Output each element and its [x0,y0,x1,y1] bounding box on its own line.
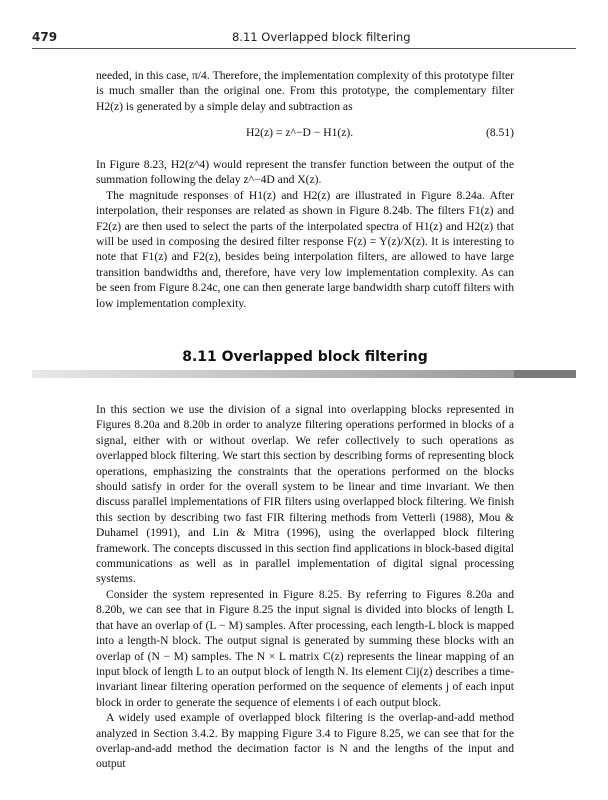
page-header [32,30,576,46]
equation-body: H2(z) = z^−D − H1(z). [246,126,354,139]
section-bar [32,370,514,378]
section-body [96,402,514,772]
running-title: 8.11 Overlapped block filtering [232,30,411,44]
equation-number: (8.51) [485,126,514,139]
page-number: 479 [32,30,58,44]
top-text-block [96,68,514,114]
header-rule [32,48,576,49]
paragraph-continuation: needed, in this case, π/4. Therefore, the implementation complexity of this prototype filter is much smaller than the original one. From this prototype, the complementary filter H2(z) is generated by a simple delay and subtraction as [96,69,514,113]
paragraph-overlap-add: A widely used example of overlapped block filtering is the overlap-and-add method analyzed in Section 3.4.2. By mapping Figure 3.4 to Figure 8.25, we can see that for the overlap-and-add method the decimation factor is N and the lengths of the input and output [96,711,514,771]
section-bar-accent [514,370,576,378]
paragraph-system-8-25: Consider the system represented in Figure 8.25. By referring to Figures 8.20a and 8.20b, we can see that in Figure 8.25 the input signal is divided into blocks of length L that have an overlap of (L − M) samples. After processing, each length-L block is mapped into a length-N block. The output signal is generated by summing these blocks with an overlap of (N − M) samples. The N × L matrix C(z) represents the linear mapping of an input block of length L to an output block of length N. Its element Cij(z) describes a time-invariant linear filtering operation performed on the sequence of elements j of each input block in order to generate the sequence of elements i of each output block. [96,587,514,709]
paragraph-intro: In this section we use the division of a signal into overlapping blocks represented in Figures 8.20a and 8.20b in order to analyze filtering operations performed in blocks of a signal, either with or without overlap. We refer collectively to such operations as overlapped block filtering. We start this section by describing forms of representing block operations, emphasizing the constraints that the operations performed on the blocks should satisfy in order for the overall system to be linear and time invariant. We then discuss parallel implementations of FIR filters using overlapped block filtering. We finish this section by describing two fast FIR filtering methods from Vetterli (1988), Mou & Duhamel (1991), and Lin & Mitra (1996), using the overlapped block filtering framework. The concepts discussed in this section find applications in block-based digital communications as well as in parallel implementation of digital signal processing systems. [96,403,514,586]
top-text-block-2 [96,157,514,311]
section-heading: 8.11 Overlapped block filtering [182,349,428,365]
equation-8-51 [96,126,514,144]
paragraph-magnitude-responses: The magnitude responses of H1(z) and H2(z) are illustrated in Figure 8.24a. After interpolation, their responses are related as shown in Figure 8.24b. The filters F1(z) and F2(z) are then used to select the parts of the interpolated spectra of H1(z) and H2(z) that will be used in composing the desired filter response F(z) = Y(z)/X(z). It is interesting to note that F1(z) and F2(z), besides being interpolation filters, are allowed to have large transition bandwidths and, therefore, have very low implementation complexity. As can be seen from Figure 8.24c, one can then generate large bandwidth sharp cutoff filters with low implementation complexity. [96,188,514,310]
paragraph-figure-8-23: In Figure 8.23, H2(z^4) would represent the transfer function between the output of the summation following the delay z^−4D and X(z). [96,158,514,187]
